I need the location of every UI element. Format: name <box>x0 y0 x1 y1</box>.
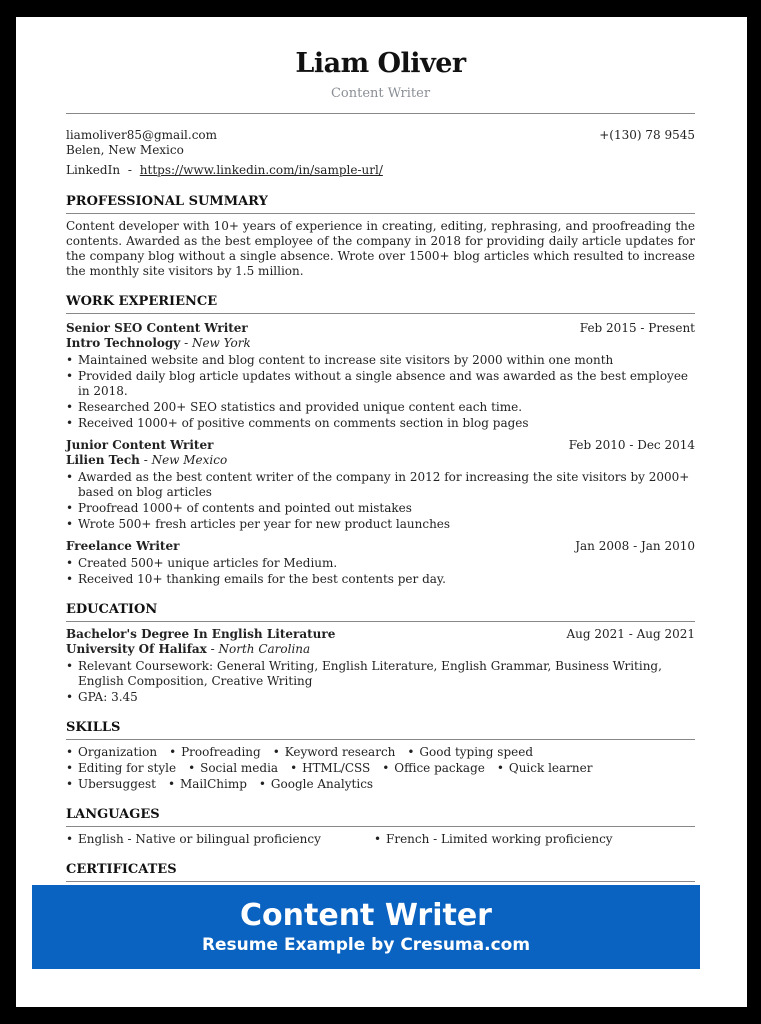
summary-divider <box>66 213 695 214</box>
job-title: Content Writer <box>330 86 431 101</box>
skill-item: • Social media <box>200 761 278 776</box>
contact-block <box>66 128 695 178</box>
languages-row <box>66 832 695 847</box>
candidate-name: Liam Oliver <box>295 48 466 79</box>
skills-heading: SKILLS <box>66 720 121 735</box>
linkedin-link[interactable]: https://www.linkedin.com/in/sample-url/ <box>139 163 383 177</box>
skill-item: • Office package <box>394 761 485 776</box>
summary-text: Content developer with 10+ years of experience in creating, editing, rephrasing, and proofreading the contents. Awarded as the best employee of the company in 2018 for providing daily article updates for the company blog without a single absence. Wrote over 1500+ blog articles which resulted to increase the monthly site visitors by 1.5 million. <box>66 219 695 278</box>
location: Belen, New Mexico <box>66 143 184 157</box>
skill-item: • Ubersuggest <box>78 777 156 792</box>
languages-heading: LANGUAGES <box>66 807 160 822</box>
resume-page <box>16 17 747 1007</box>
language-item: • French - Limited working proficiency <box>386 832 694 847</box>
job-title: Freelance Writer <box>66 539 180 553</box>
banner-title: Content Writer <box>240 898 492 933</box>
skills-row <box>66 761 695 776</box>
summary-heading: PROFESSIONAL SUMMARY <box>66 194 268 209</box>
job-title: Senior SEO Content Writer <box>66 321 248 335</box>
header-divider <box>66 113 695 114</box>
job-bullet: • Provided daily blog article updates without a single absence and was awarded as the best employee in 2018. <box>78 369 695 399</box>
phone[interactable]: +(130) 78 9545 <box>599 128 695 142</box>
company-location: New Mexico <box>151 453 228 467</box>
job-entry: Senior SEO Content Writer Feb 2015 - Present Intro Technology - New York • Maintained website and blog content to increase site visitors by 2000 within one month • Provided daily blog article updates without a single absence and was awarded as the best employee in 2018. • Researched 200+ SEO statistics and provided unique content each time. • Received 1000+ of positive comments on comments section in blog pages <box>66 321 695 431</box>
job-title: Junior Content Writer <box>66 438 214 452</box>
languages-divider <box>66 826 695 827</box>
education-dates: Aug 2021 - Aug 2021 <box>566 627 695 641</box>
linkedin-label: LinkedIn <box>66 163 121 177</box>
email[interactable]: liamoliver85@gmail.com <box>66 128 218 142</box>
job-bullet: • Wrote 500+ fresh articles per year for new product launches <box>78 517 695 532</box>
skill-item: • MailChimp <box>180 777 247 792</box>
job-bullet: • Awarded as the best content writer of the company in 2012 for increasing the site visitors by 2000+ based on blog articles <box>78 470 695 500</box>
promo-banner <box>32 885 700 969</box>
skills-divider <box>66 739 695 740</box>
job-bullet: • Researched 200+ SEO statistics and provided unique content each time. <box>78 400 695 415</box>
education-bullet: • GPA: 3.45 <box>78 690 695 705</box>
job-entry <box>66 539 695 587</box>
job-bullet: • Created 500+ unique articles for Medium. <box>78 556 695 571</box>
linkedin-separator: - <box>127 163 132 177</box>
certificates-heading: CERTIFICATES <box>66 862 177 877</box>
skills-row <box>66 777 695 792</box>
education-bullet: • Relevant Coursework: General Writing, English Literature, English Grammar, Business Writing, English Composition, Creative Writing <box>78 659 695 689</box>
linkedin-row <box>66 163 695 178</box>
company-name: Intro Technology <box>66 336 181 350</box>
job-dates: Feb 2015 - Present <box>579 321 695 335</box>
education-heading: EDUCATION <box>66 602 158 617</box>
skill-item: • Quick learner <box>509 761 593 776</box>
resume-content: Liam Oliver Content Writer liamoliver85@gmail.com +(130) 78 9545 Belen, New Mexico LinkedIn - https://www.linkedin.com/in/sample-url/ PROFESSIONAL SUMMARY Content developer with 10+ years of experience in creating, editing, rephrasing, and proofreading the contents. Awarded as the best employee of the company in 2018 for providing daily article updates for the company blog without a single absence. Wrote over 1500+ blog articles which resulted to increase the monthly site visitors by 1.5 million. WORK EXPERIENCE Senior SEO Content Writer Feb 2015 - Present Intro Technology - New York • Maintained website and blog content to increase site visitors by 2000 within one month • Provided daily blog article updates without a single absence and was awarded as the best employee in 2018. • Researched 200+ SEO statistics and provided unique content each time. • Received 1000+ of positive comments on comments section in blog pages Junior Content Writer Feb 2010 - Dec 2014 Lilien Tech - New Mexico • Awarded as the best content writer of the company in 2012 for increasing the site visitors by 2000+ based on blog articles • Proofread 1000+ of contents and pointed out mistakes • Wrote 500+ fresh articles per year for new product launches Freelance Writer Jan 2008 - Jan 2010 • Created 500+ unique articles for Medium. • Received 10+ thanking emails for the best contents per day. EDUCATION Bachelor's Degree In English Literature Aug 2021 - Aug 2021 University Of Halifax - North Carolina • Relevant Coursework: General Writing, English Literature, English Grammar, Business Writing, English Composition, Creative Writing • GPA: 3.45 SKILLS • Organization • Proofreading • Keyword research • Good typing speed • Editing for style • Social media • HTML/CSS • Office package • Quick learner • Ubersuggest • MailChimp • Google Analytics LANGUAGES • English - Native or bilingual proficiency • French - Limited working proficiency CERTIFICATES <box>66 47 695 887</box>
job-bullet: • Received 10+ thanking emails for the best contents per day. <box>78 572 695 587</box>
skill-item: • Organization <box>78 745 157 760</box>
skill-item: • Editing for style <box>78 761 176 776</box>
certificates-divider <box>66 881 695 882</box>
job-dates: Jan 2008 - Jan 2010 <box>575 539 695 553</box>
skill-item: • Google Analytics <box>271 777 373 792</box>
language-item: • English - Native or bilingual proficiency <box>78 832 386 847</box>
school-location: North Carolina <box>218 642 311 656</box>
skill-item: • HTML/CSS <box>302 761 370 776</box>
job-entry: Junior Content Writer Feb 2010 - Dec 2014 Lilien Tech - New Mexico • Awarded as the best content writer of the company in 2012 for increasing the site visitors by 2000+ based on blog articles • Proofread 1000+ of contents and pointed out mistakes • Wrote 500+ fresh articles per year for new product launches <box>66 438 695 532</box>
school-name: University Of Halifax <box>66 642 207 656</box>
degree-name: Bachelor's Degree In English Literature <box>66 627 336 641</box>
skills-row <box>66 745 695 760</box>
experience-heading: WORK EXPERIENCE <box>66 294 218 309</box>
skill-item: • Good typing speed <box>419 745 533 760</box>
banner-subtitle: Resume Example by Cresuma.com <box>201 935 531 955</box>
job-dates: Feb 2010 - Dec 2014 <box>568 438 695 452</box>
skill-item: • Keyword research <box>285 745 396 760</box>
company-location: New York <box>191 336 251 350</box>
job-bullet: • Proofread 1000+ of contents and pointed out mistakes <box>78 501 695 516</box>
experience-divider <box>66 313 695 314</box>
company-name: Lilien Tech <box>66 453 140 467</box>
education-divider <box>66 621 695 622</box>
skill-item: • Proofreading <box>181 745 261 760</box>
job-bullet: • Received 1000+ of positive comments on comments section in blog pages <box>78 416 695 431</box>
job-bullet: • Maintained website and blog content to increase site visitors by 2000 within one month <box>78 353 695 368</box>
